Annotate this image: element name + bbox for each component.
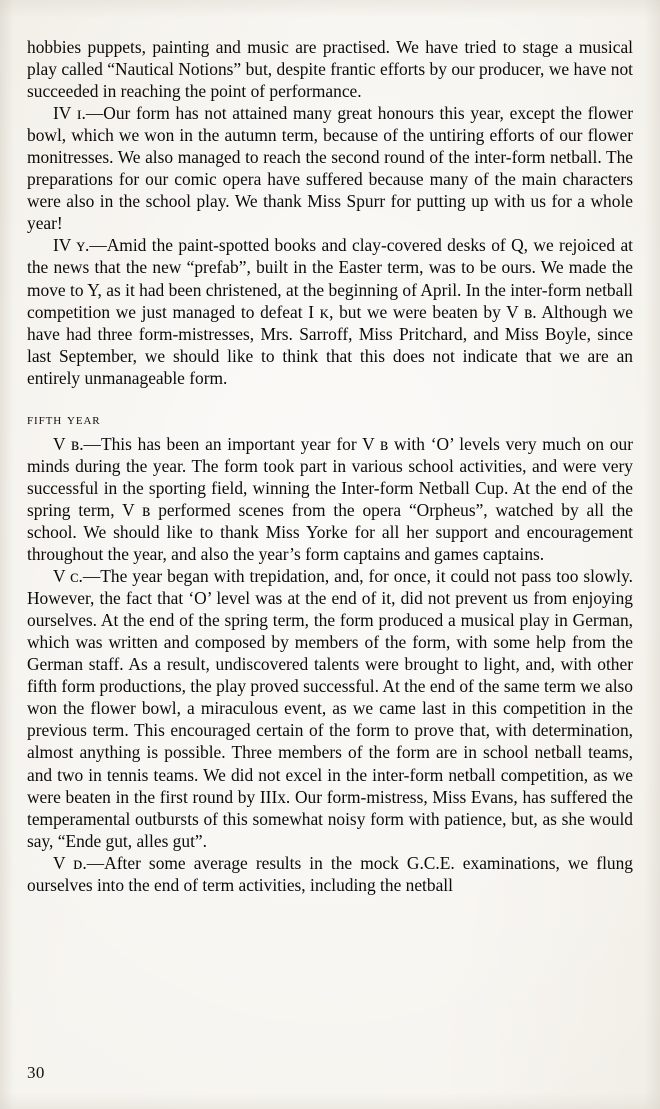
paragraph-form-iv-i: IV ɪ.—Our form has not attained many great honours this year, except the flower bowl, which we won in the autumn term, because of the untiring efforts of our flower monitresses. We also managed to reach the second round of the inter-form netball. The preparations for our comic opera have suffered because many of the main characters were also in the school play. We thank Miss Spurr for putting up with us for a whole year! xyxy=(27,103,633,234)
scan-edge-shadow-left xyxy=(0,0,14,1109)
page-text-block xyxy=(27,36,633,896)
scan-edge-shadow-top xyxy=(0,0,660,18)
section-heading-fifth-year: fifth year xyxy=(27,410,101,428)
scan-edge-shadow-right xyxy=(644,0,660,1109)
scan-edge-shadow-bottom xyxy=(0,1093,660,1109)
page-number: 30 xyxy=(27,1063,45,1082)
paragraph-form-iv-y: IV ʏ.—Amid the paint-spotted books and clay-covered desks of Q, we rejoiced at the news that the new “prefab”, built in the Easter term, was to be ours. We made the move to Y, as it had been christened, at the beginning of April. In the inter-form netball competition we just managed to defeat I ᴋ, but we were beaten by V ʙ. Although we have had three form-mistresses, Mrs. Sarroff, Miss Pritchard, and Miss Boyle, since last September, we should like to think that this does not indicate that we are an entirely unmanageable form. xyxy=(27,235,633,388)
paragraph-form-v-d: V ᴅ.—After some average results in the mock G.C.E. examinations, we flung ourselves into the end of term activities, including the netball xyxy=(27,852,633,895)
paragraph-continued-hobbies: hobbies puppets, painting and music are practised. We have tried to stage a musical play called “Nautical Notions” but, despite frantic efforts by our producer, we have not succeeded in reaching the point of performance. xyxy=(27,37,633,102)
paragraph-form-v-c: V ᴄ.—The year began with trepidation, and, for once, it could not pass too slowly. However, the fact that ‘O’ level was at the end of it, did not prevent us from enjoying ourselves. At the end of the spring term, the form produced a musical play in German, which was written and composed by members of the form, with some help from the German staff. As a result, undiscovered talents were brought to light, and, with other fifth form productions, the play proved successful. At the end of the same term we also won the flower bowl, a miraculous event, as we came last in this competition in the previous term. This encouraged certain of the form to prove that, with determination, almost anything is possible. Three members of the form are in school netball teams, and two in tennis teams. We did not excel in the inter-form netball competition, as we were beaten in the first round by IIIx. Our form-mistress, Miss Evans, has suffered the temperamental outbursts of this somewhat noisy form with patience, but, as she would say, “Ende gut, alles gut”. xyxy=(27,566,633,851)
paragraph-form-v-b: V ʙ.—This has been an important year for V ʙ with ‘O’ levels very much on our minds during the year. The form took part in various school activities, and were very successful in the sporting field, winning the Inter-form Netball Cup. At the end of the spring term, V ʙ performed scenes from the opera “Orpheus”, watched by all the school. We should like to thank Miss Yorke for all her support and encouragement throughout the year, and also the year’s form captains and games captains. xyxy=(27,433,633,565)
